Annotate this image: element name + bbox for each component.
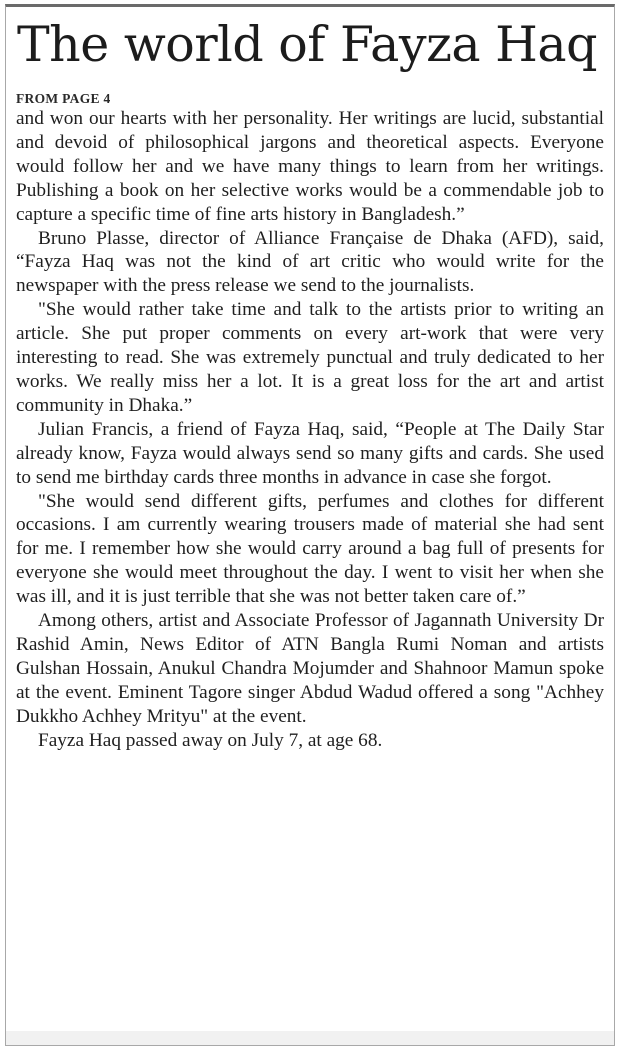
paragraph: Fayza Haq passed away on July 7, at age 68. [38,729,383,751]
newspaper-clipping [5,4,615,1046]
continuation-label: FROM PAGE 4 [16,91,111,106]
paragraph: and won our hearts with her personality. Her writings are lucid, substantial and devoid of philosophical jargons and theoretical aspects. Everyone would follow her and we have many things to learn from her writings. Publishing a book on her selective works would be a commendable job to capture a specific time of fine arts history in Bangladesh.” [16,108,604,225]
paragraph: Julian Francis, a friend of Fayza Haq, said, “People at The Daily Star already know, Fayza would always send so many gifts and cards. She used to send me birthday cards three months in advance in case she forgot. [16,418,604,488]
paragraph: Among others, artist and Associate Professor of Jagannath University Dr Rashid Amin, News Editor of ATN Bangla Rumi Noman and artists Gulshan Hossain, Anukul Chandra Mojumder and Shahnoor Mamun spoke at the event. Eminent Tagore singer Abdud Wadud offered a song "Achhey Dukkho Achhey Mrityu" at the event. [16,610,604,727]
paragraph: Bruno Plasse, director of Alliance Française de Dhaka (AFD), said, “Fayza Haq was not the kind of art critic who would write for the newspaper with the press release we send to the journalists. [16,227,604,297]
paragraph: "She would send different gifts, perfumes and clothes for different occasions. I am currently wearing trousers made of material she had sent for me. I remember how she would carry around a bag full of presents for everyone she would meet throughout the day. I went to visit her when she was ill, and it is just terrible that she was not better taken care of.” [16,490,604,608]
headline: The world of Fayza Haq [17,16,597,73]
paragraph: "She would rather take time and talk to the artists prior to writing an article. She put proper comments on every art-work that were very interesting to read. She was extremely punctual and truly dedicated to her works. We really miss her a lot. It is a great loss for the art and artist community in Dhaka.” [16,299,604,416]
page-edge-shadow [6,1031,614,1045]
article-body [16,107,604,752]
